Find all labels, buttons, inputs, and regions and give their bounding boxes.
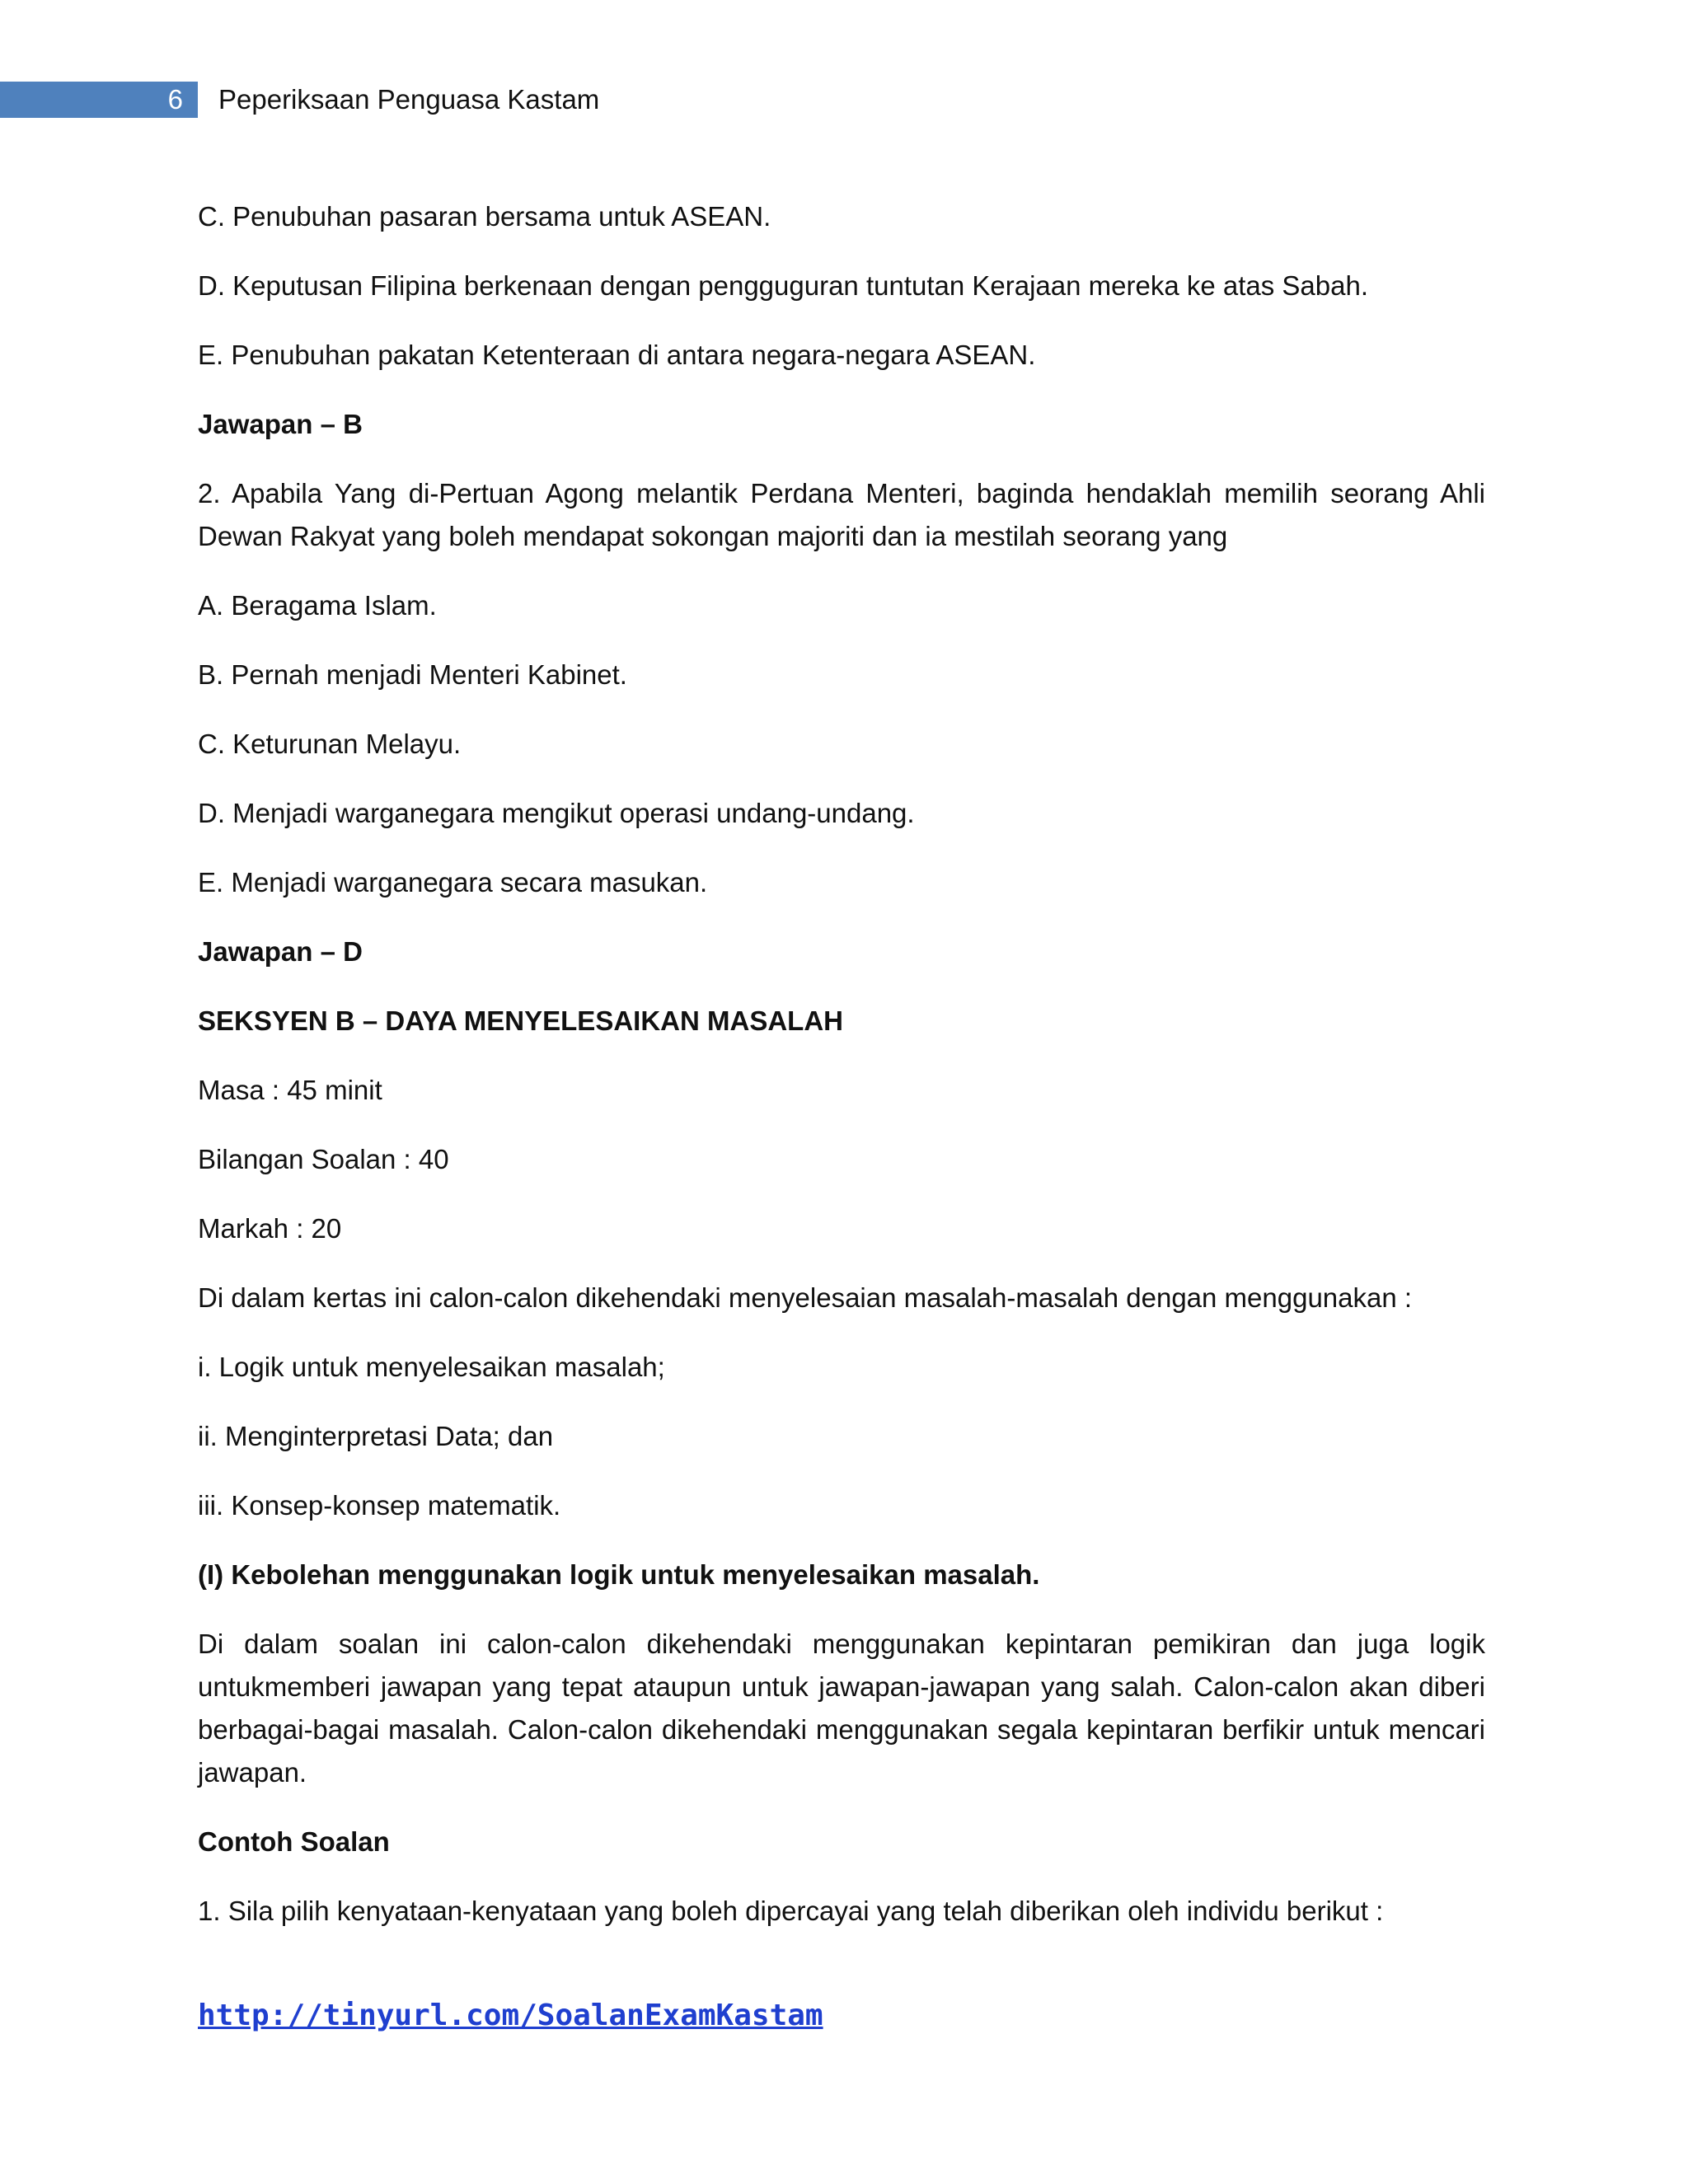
intro-paragraph: Di dalam kertas ini calon-calon dikehendaki menyelesaian masalah-masalah dengan menggunakan : (198, 1282, 1413, 1313)
question-count: Bilangan Soalan : 40 (198, 1144, 449, 1174)
q1-option-c: C. Penubuhan pasaran bersama untuk ASEAN. (198, 201, 771, 232)
document-body (198, 195, 1485, 1959)
logic-subheading: (I) Kebolehan menggunakan logik untuk menyelesaikan masalah. (198, 1559, 1040, 1590)
sample-question-1: 1. Sila pilih kenyataan-kenyataan yang boleh dipercayai yang telah diberikan oleh individu berikut : (198, 1896, 1384, 1926)
sample-heading: Contoh Soalan (198, 1826, 390, 1857)
q2-option-d: D. Menjadi warganegara mengikut operasi undang-undang. (198, 798, 915, 828)
document-title: Peperiksaan Penguasa Kastam (218, 84, 600, 115)
q2-answer: Jawapan – D (198, 936, 363, 967)
q2-option-a: A. Beragama Islam. (198, 590, 437, 621)
q1-answer: Jawapan – B (198, 409, 363, 439)
q2-option-c: C. Keturunan Melayu. (198, 729, 462, 759)
q1-option-d: D. Keputusan Filipina berkenaan dengan pengguguran tuntutan Kerajaan mereka ke atas Sabah. (198, 270, 1369, 301)
q2-option-b: B. Pernah menjadi Menteri Kabinet. (198, 659, 627, 690)
marks: Markah : 20 (198, 1213, 342, 1244)
q1-option-e: E. Penubuhan pakatan Ketenteraan di antara negara-negara ASEAN. (198, 340, 1036, 370)
section-b-heading: SEKSYEN B – DAYA MENYELESAIKAN MASALAH (198, 1005, 843, 1036)
duration: Masa : 45 minit (198, 1075, 382, 1105)
footer-link[interactable]: http://tinyurl.com/SoalanExamKastam (198, 1999, 823, 2032)
page-number: 6 (167, 84, 183, 115)
list-item-ii: ii. Menginterpretasi Data; dan (198, 1421, 554, 1451)
q2-question: 2. Apabila Yang di-Pertuan Agong melantik Perdana Menteri, baginda hendaklah memilih seorang Ahli Dewan Rakyat yang boleh mendapat sokongan majoriti dan ia mestilah seorang yang (198, 478, 1485, 551)
q2-option-e: E. Menjadi warganegara secara masukan. (198, 867, 708, 898)
list-item-iii: iii. Konsep-konsep matematik. (198, 1490, 561, 1521)
logic-paragraph: Di dalam soalan ini calon-calon dikehendaki menggunakan kepintaran pemikiran dan juga logik untukmemberi jawapan yang tepat ataupun untuk jawapan-jawapan yang salah. Calon-calon akan diberi berbagai-bagai masalah. Calon-calon dikehendaki menggunakan segala kepintaran berfikir untuk mencari jawapan. (198, 1629, 1485, 1788)
list-item-i: i. Logik untuk menyelesaikan masalah; (198, 1352, 665, 1382)
